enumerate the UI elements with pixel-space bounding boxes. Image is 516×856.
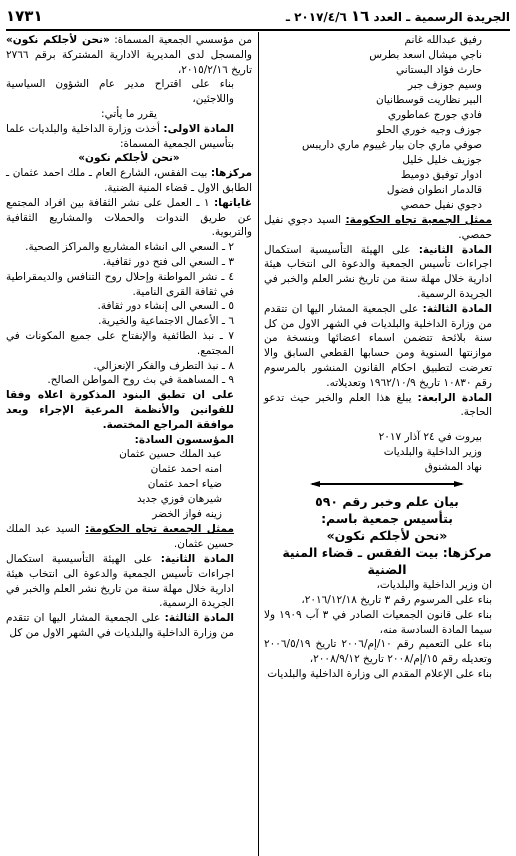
founder-name: عبد الملك حسين عثمان	[119, 448, 222, 461]
article-1-text: أخذت وزارة الداخلية والبلديات علما بتأسيس الجمعية المسماة:	[6, 122, 234, 150]
based-on-4: بناء على الإعلام المقدم الى وزارة الداخلية والبلديات	[267, 667, 492, 680]
article-1-label: المادة الاولى:	[163, 122, 234, 135]
intro-association-name: «نحن لأجلكم نكون»	[6, 34, 110, 46]
goals-intro	[6, 196, 252, 240]
intro-paragraph	[6, 33, 252, 77]
article-3-text: على الجمعية المشار اليها ان تتقدم من وزارة الداخلية والبلديات في الشهر الاول من كل	[6, 612, 234, 639]
based-on-proposal: بناء على اقتراح مدير عام الشؤون السياسية واللاجئين،	[6, 78, 234, 106]
gov-rep-text: السيد عبد الملك حسين عثمان.	[6, 523, 234, 551]
article-2-label: المادة الثانية:	[160, 552, 234, 565]
based-on-3: بناء على التعميم رقم ١٠/إم/٢٠٠٦ تاريخ ٢٠٠٦/٥/١٩ وتعديله رقم ١٥/إم/٢٠٠٨ تاريخ ٢٠٠٨/٩/١٢،	[264, 638, 492, 666]
founder-name: رفيق عبدالله غانم	[404, 34, 482, 46]
goal-item: ٢ ـ السعي الى انشاء المشاريع والمراكز الصحية.	[25, 241, 234, 254]
issue-date: ٢٠١٧/٤/٦ ـ	[285, 10, 347, 24]
association-hq: مركزها: بيت الفقس ـ قضاء المنية الضنية	[282, 545, 492, 578]
article-3	[6, 611, 252, 641]
notice-title: بيان علم وخبر رقم ٥٩٠	[315, 494, 459, 510]
goal-item: ٥ ـ السعي الى إنشاء دور ثقافة.	[97, 300, 234, 313]
founder-name: فادي جورج عماطوري	[387, 109, 482, 121]
article-3	[264, 302, 510, 391]
gov-representative	[6, 522, 252, 552]
article-3-label: المادة الثالثة:	[164, 612, 234, 625]
article-3-label: المادة الثالثة:	[422, 302, 492, 315]
association-name: «نحن لأجلكم نكون»	[78, 152, 180, 165]
founder-name: دجوي نفيل حمصي	[400, 199, 482, 211]
founder-name: زينه فواز الخضر	[152, 508, 222, 521]
hq-text: بيت الفقس، الشارع العام ـ ملك احمد عثمان ـ الطابق الاول ـ قضاء المنية الضنية.	[6, 167, 252, 194]
header-rule	[6, 29, 510, 31]
association-name: «نحن لأجلكم نكون»	[326, 528, 448, 544]
based-on-2: بناء على قانون الجمعيات الصادر في ٣ آب ١٩٠٩ ولا سيما المادة السادسة منه،	[264, 608, 492, 636]
section-separator	[312, 483, 462, 485]
signature-block	[264, 430, 510, 475]
left-column	[6, 33, 252, 641]
gov-rep-text: السيد دجوي نفيل حمصي.	[264, 214, 492, 241]
article-4	[264, 391, 510, 421]
header-publication-info	[286, 7, 510, 25]
founder-name: وسيم جوزف جبر	[407, 79, 482, 91]
founders-list-continued	[264, 33, 510, 213]
article-2	[6, 552, 252, 611]
minister-line: ان وزير الداخلية والبلديات،	[376, 579, 492, 592]
article-1	[6, 122, 252, 152]
founder-name: شيرهان فوزي جديد	[136, 493, 222, 506]
issue-number: ١٦	[351, 7, 370, 25]
goal-item: ١ ـ العمل على نشر الثقافة بين افراد المجتمع عن طريق الندوات والحملات والمشاريع الثقافية والتربوية.	[6, 196, 252, 239]
founder-name: قالدمار انطوان فضول	[386, 184, 482, 196]
founder-name: ادوار توفيق دوميط	[400, 169, 482, 181]
goal-item: ٩ ـ المساهمة في بث روح المواطن الصالح.	[47, 374, 234, 387]
intro-prefix: من مؤسسي الجمعية المسماة:	[114, 34, 252, 46]
sign-name: نهاد المشنوق	[424, 461, 482, 474]
founder-name: جوزيف خليل خليل	[402, 154, 482, 166]
headquarters	[6, 166, 252, 196]
founder-name: البير نظاريت قوسطانيان	[375, 94, 482, 106]
article-4-text: يبلغ هذا العلم والخبر حيث تدعو الحاجة.	[264, 391, 492, 419]
goal-item: ٨ ـ نبذ التطرف والفكر الإنعزالي.	[93, 359, 234, 372]
article-2-label: المادة الثانية:	[418, 243, 492, 256]
page-header	[6, 4, 510, 28]
hq-label: مركزها:	[210, 167, 252, 180]
column-divider	[258, 32, 259, 856]
based-on-1: بناء على المرسوم رقم ٣ تاريخ ٢٠١٦/١٢/١٨،	[301, 593, 492, 606]
goal-item: ٦ ـ الأعمال الاجتماعية والخيرية.	[98, 315, 234, 328]
goal-item: ٧ ـ نبذ الطائفية والإنفتاح على جميع المكونات في المجتمع.	[6, 329, 234, 357]
founders-list	[6, 447, 252, 522]
article-2-text: على الهيئة التأسيسية استكمال اجراءات تأسيس الجمعية والدعوة الى انتخاب هيئة ادارية خلال مهلة سنة من تاريخ نشر العلم والخبر في الجريدة الرسمية.	[264, 243, 492, 300]
goal-item: ٤ ـ نشر المواطنة وإحلال روح التنافس والديمقراطية في ثقافة القرى النامية.	[6, 270, 234, 298]
founder-name: امنه احمد عثمان	[150, 463, 222, 476]
gov-rep-label: ممثل الجمعية تجاه الحكومة:	[345, 214, 492, 226]
goal-item: ٣ ـ السعي الى فتح دور ثقافية.	[102, 255, 234, 268]
founder-name: صوفي ماري جان بيار غييوم ماري داريبس	[301, 139, 482, 151]
article-3-text: على الجمعية المشار اليها ان تتقدم من وزارة الداخلية والبلديات في الشهر الاول من كل سنة بلائحة تتضمن اسماء اعضائها وبنسخة من موازنتها السنوية ومن حسابها القطعي السابق والا تعرضت لتطبيق احكام القانون المنشور بالمرسوم رقم ١٠٨٣٠ تاريخ ١٩٦٢/١٠/٩ وتعديلاته.	[264, 302, 492, 389]
founder-name: جوزف وجيه خوري الحلو	[376, 124, 482, 136]
right-column	[264, 33, 510, 682]
intro-rest: والمسجل لدى المديرية الادارية المشتركة برقم ٢٧٦٦ تاريخ ٢٠١٥/٢/١٦،	[6, 48, 252, 76]
notice-subtitle: بتأسيس جمعية باسم:	[321, 511, 453, 527]
founder-name: حارث فؤاد البستاني	[395, 64, 482, 76]
article-2	[264, 243, 510, 302]
founders-label: المؤسسون السادة:	[134, 433, 234, 446]
gov-rep-label: ممثل الجمعية تجاه الحكومة:	[85, 523, 235, 536]
goals-label: غاياتها:	[213, 196, 253, 209]
founder-name: ناجي ميشال اسعد بطرس	[369, 49, 482, 61]
founder-name: ضياء احمد عثمان	[147, 478, 222, 491]
decides-heading: يقرر ما يأتي:	[101, 107, 157, 120]
conditions: على ان تطبق البنود المذكورة اعلاه وفقا للقوانين والأنظمة المرعية الإجراء وبعد موافقة المراجع المختصة.	[6, 389, 234, 431]
sign-place-date: بيروت في ٢٤ آذار ٢٠١٧	[378, 431, 482, 444]
publication-name: الجريدة الرسمية ـ العدد	[373, 10, 510, 24]
article-4-label: المادة الرابعة:	[417, 391, 492, 404]
page-number: ١٧٣١	[6, 7, 43, 25]
article-2-text: على الهيئة التأسيسية استكمال اجراءات تأسيس الجمعية والدعوة الى انتخاب هيئة ادارية خلال مهلة سنة من تاريخ نشر العلم والخبر في الجريدة الرسمية.	[6, 552, 234, 610]
sign-title: وزير الداخلية والبلديات	[383, 446, 482, 459]
gov-representative	[264, 213, 510, 243]
